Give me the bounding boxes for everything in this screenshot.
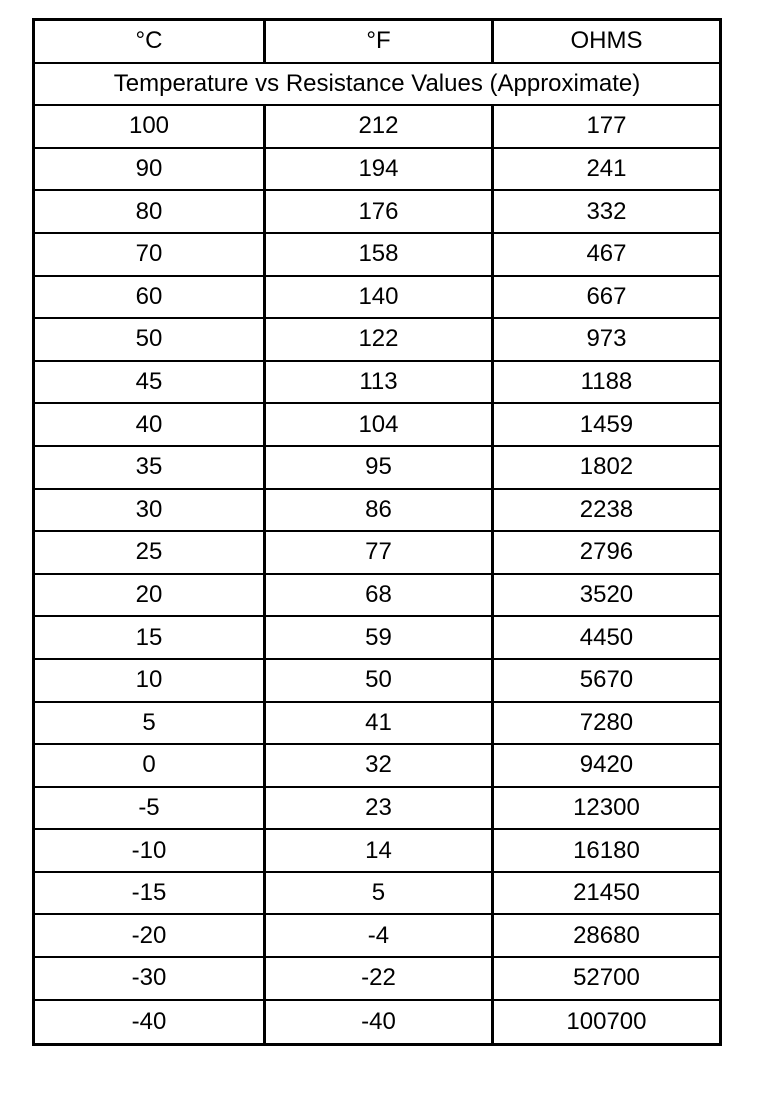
header-ohms: OHMS xyxy=(491,21,719,62)
table-row xyxy=(35,873,719,916)
celsius-cell: 5 xyxy=(142,708,156,736)
header-fahrenheit: °F xyxy=(263,21,491,62)
fahrenheit-cell: 59 xyxy=(263,617,491,658)
ohms-cell: 1802 xyxy=(491,447,719,488)
table-row xyxy=(35,745,719,788)
fahrenheit-cell: 14 xyxy=(263,830,491,871)
celsius-cell: 20 xyxy=(135,581,163,609)
ohms-cell: 2238 xyxy=(491,490,719,531)
ohms-cell: 1459 xyxy=(491,404,719,445)
celsius-cell: 0 xyxy=(142,751,156,779)
fahrenheit-cell: -22 xyxy=(263,958,491,999)
fahrenheit-cell: 122 xyxy=(263,319,491,360)
fahrenheit-cell: 23 xyxy=(263,788,491,829)
table-row xyxy=(35,447,719,490)
celsius-cell: 15 xyxy=(135,623,163,651)
fahrenheit-cell: 41 xyxy=(263,703,491,744)
table-row xyxy=(35,319,719,362)
celsius-cell: 50 xyxy=(135,325,163,353)
table-row xyxy=(35,617,719,660)
ohms-cell: 241 xyxy=(491,149,719,190)
celsius-cell: 40 xyxy=(135,410,163,438)
celsius-cell: -15 xyxy=(131,879,167,907)
fahrenheit-cell: 212 xyxy=(263,106,491,147)
ohms-cell: 16180 xyxy=(491,830,719,871)
fahrenheit-cell: 140 xyxy=(263,277,491,318)
table-row xyxy=(35,106,719,149)
table-row xyxy=(35,958,719,1001)
celsius-cell: 60 xyxy=(135,282,163,310)
ohms-cell: 177 xyxy=(491,106,719,147)
fahrenheit-cell: 176 xyxy=(263,191,491,232)
ohms-cell: 28680 xyxy=(491,915,719,956)
ohms-cell: 52700 xyxy=(491,958,719,999)
fahrenheit-cell: 158 xyxy=(263,234,491,275)
table-title: Temperature vs Resistance Values (Approximate) xyxy=(113,69,641,97)
fahrenheit-cell: 95 xyxy=(263,447,491,488)
celsius-cell: -30 xyxy=(131,964,167,992)
fahrenheit-cell: 113 xyxy=(263,362,491,403)
celsius-cell: 100 xyxy=(128,112,170,140)
table-row xyxy=(35,532,719,575)
ohms-cell: 467 xyxy=(491,234,719,275)
table-row xyxy=(35,234,719,277)
ohms-cell: 1188 xyxy=(491,362,719,403)
fahrenheit-cell: 194 xyxy=(263,149,491,190)
fahrenheit-cell: 77 xyxy=(263,532,491,573)
celsius-cell: 90 xyxy=(135,155,163,183)
celsius-cell: -10 xyxy=(131,836,167,864)
ohms-cell: 667 xyxy=(491,277,719,318)
ohms-cell: 4450 xyxy=(491,617,719,658)
ohms-cell: 9420 xyxy=(491,745,719,786)
temperature-resistance-table xyxy=(32,18,722,1046)
table-row xyxy=(35,362,719,405)
table-body xyxy=(35,106,719,1043)
fahrenheit-cell: -4 xyxy=(263,915,491,956)
ohms-cell: 21450 xyxy=(491,873,719,914)
ohms-cell: 7280 xyxy=(491,703,719,744)
ohms-cell: 5670 xyxy=(491,660,719,701)
celsius-cell: -20 xyxy=(131,921,167,949)
celsius-cell: 80 xyxy=(135,197,163,225)
fahrenheit-cell: 32 xyxy=(263,745,491,786)
fahrenheit-cell: 5 xyxy=(263,873,491,914)
table-row xyxy=(35,788,719,831)
title-row xyxy=(35,64,719,107)
table-row xyxy=(35,915,719,958)
fahrenheit-cell: 104 xyxy=(263,404,491,445)
fahrenheit-cell: 68 xyxy=(263,575,491,616)
table-row xyxy=(35,404,719,447)
table-row xyxy=(35,1001,719,1044)
celsius-cell: 10 xyxy=(135,666,163,694)
table-row xyxy=(35,277,719,320)
fahrenheit-cell: 86 xyxy=(263,490,491,531)
ohms-cell: 100700 xyxy=(491,1001,719,1044)
ohms-cell: 973 xyxy=(491,319,719,360)
celsius-cell: 25 xyxy=(135,538,163,566)
table-row xyxy=(35,575,719,618)
celsius-cell: 35 xyxy=(135,453,163,481)
table-row xyxy=(35,191,719,234)
fahrenheit-cell: -40 xyxy=(263,1001,491,1044)
celsius-cell: 30 xyxy=(135,495,163,523)
celsius-cell: -40 xyxy=(131,1007,167,1035)
celsius-cell: -5 xyxy=(138,793,160,821)
ohms-cell: 12300 xyxy=(491,788,719,829)
header-row xyxy=(35,21,719,64)
table-row xyxy=(35,830,719,873)
celsius-cell: 45 xyxy=(135,368,163,396)
table-row xyxy=(35,149,719,192)
table-row xyxy=(35,660,719,703)
table-row xyxy=(35,490,719,533)
celsius-cell: 70 xyxy=(135,240,163,268)
ohms-cell: 3520 xyxy=(491,575,719,616)
ohms-cell: 2796 xyxy=(491,532,719,573)
header-celsius: °C xyxy=(135,27,163,55)
ohms-cell: 332 xyxy=(491,191,719,232)
fahrenheit-cell: 50 xyxy=(263,660,491,701)
table-row xyxy=(35,703,719,746)
